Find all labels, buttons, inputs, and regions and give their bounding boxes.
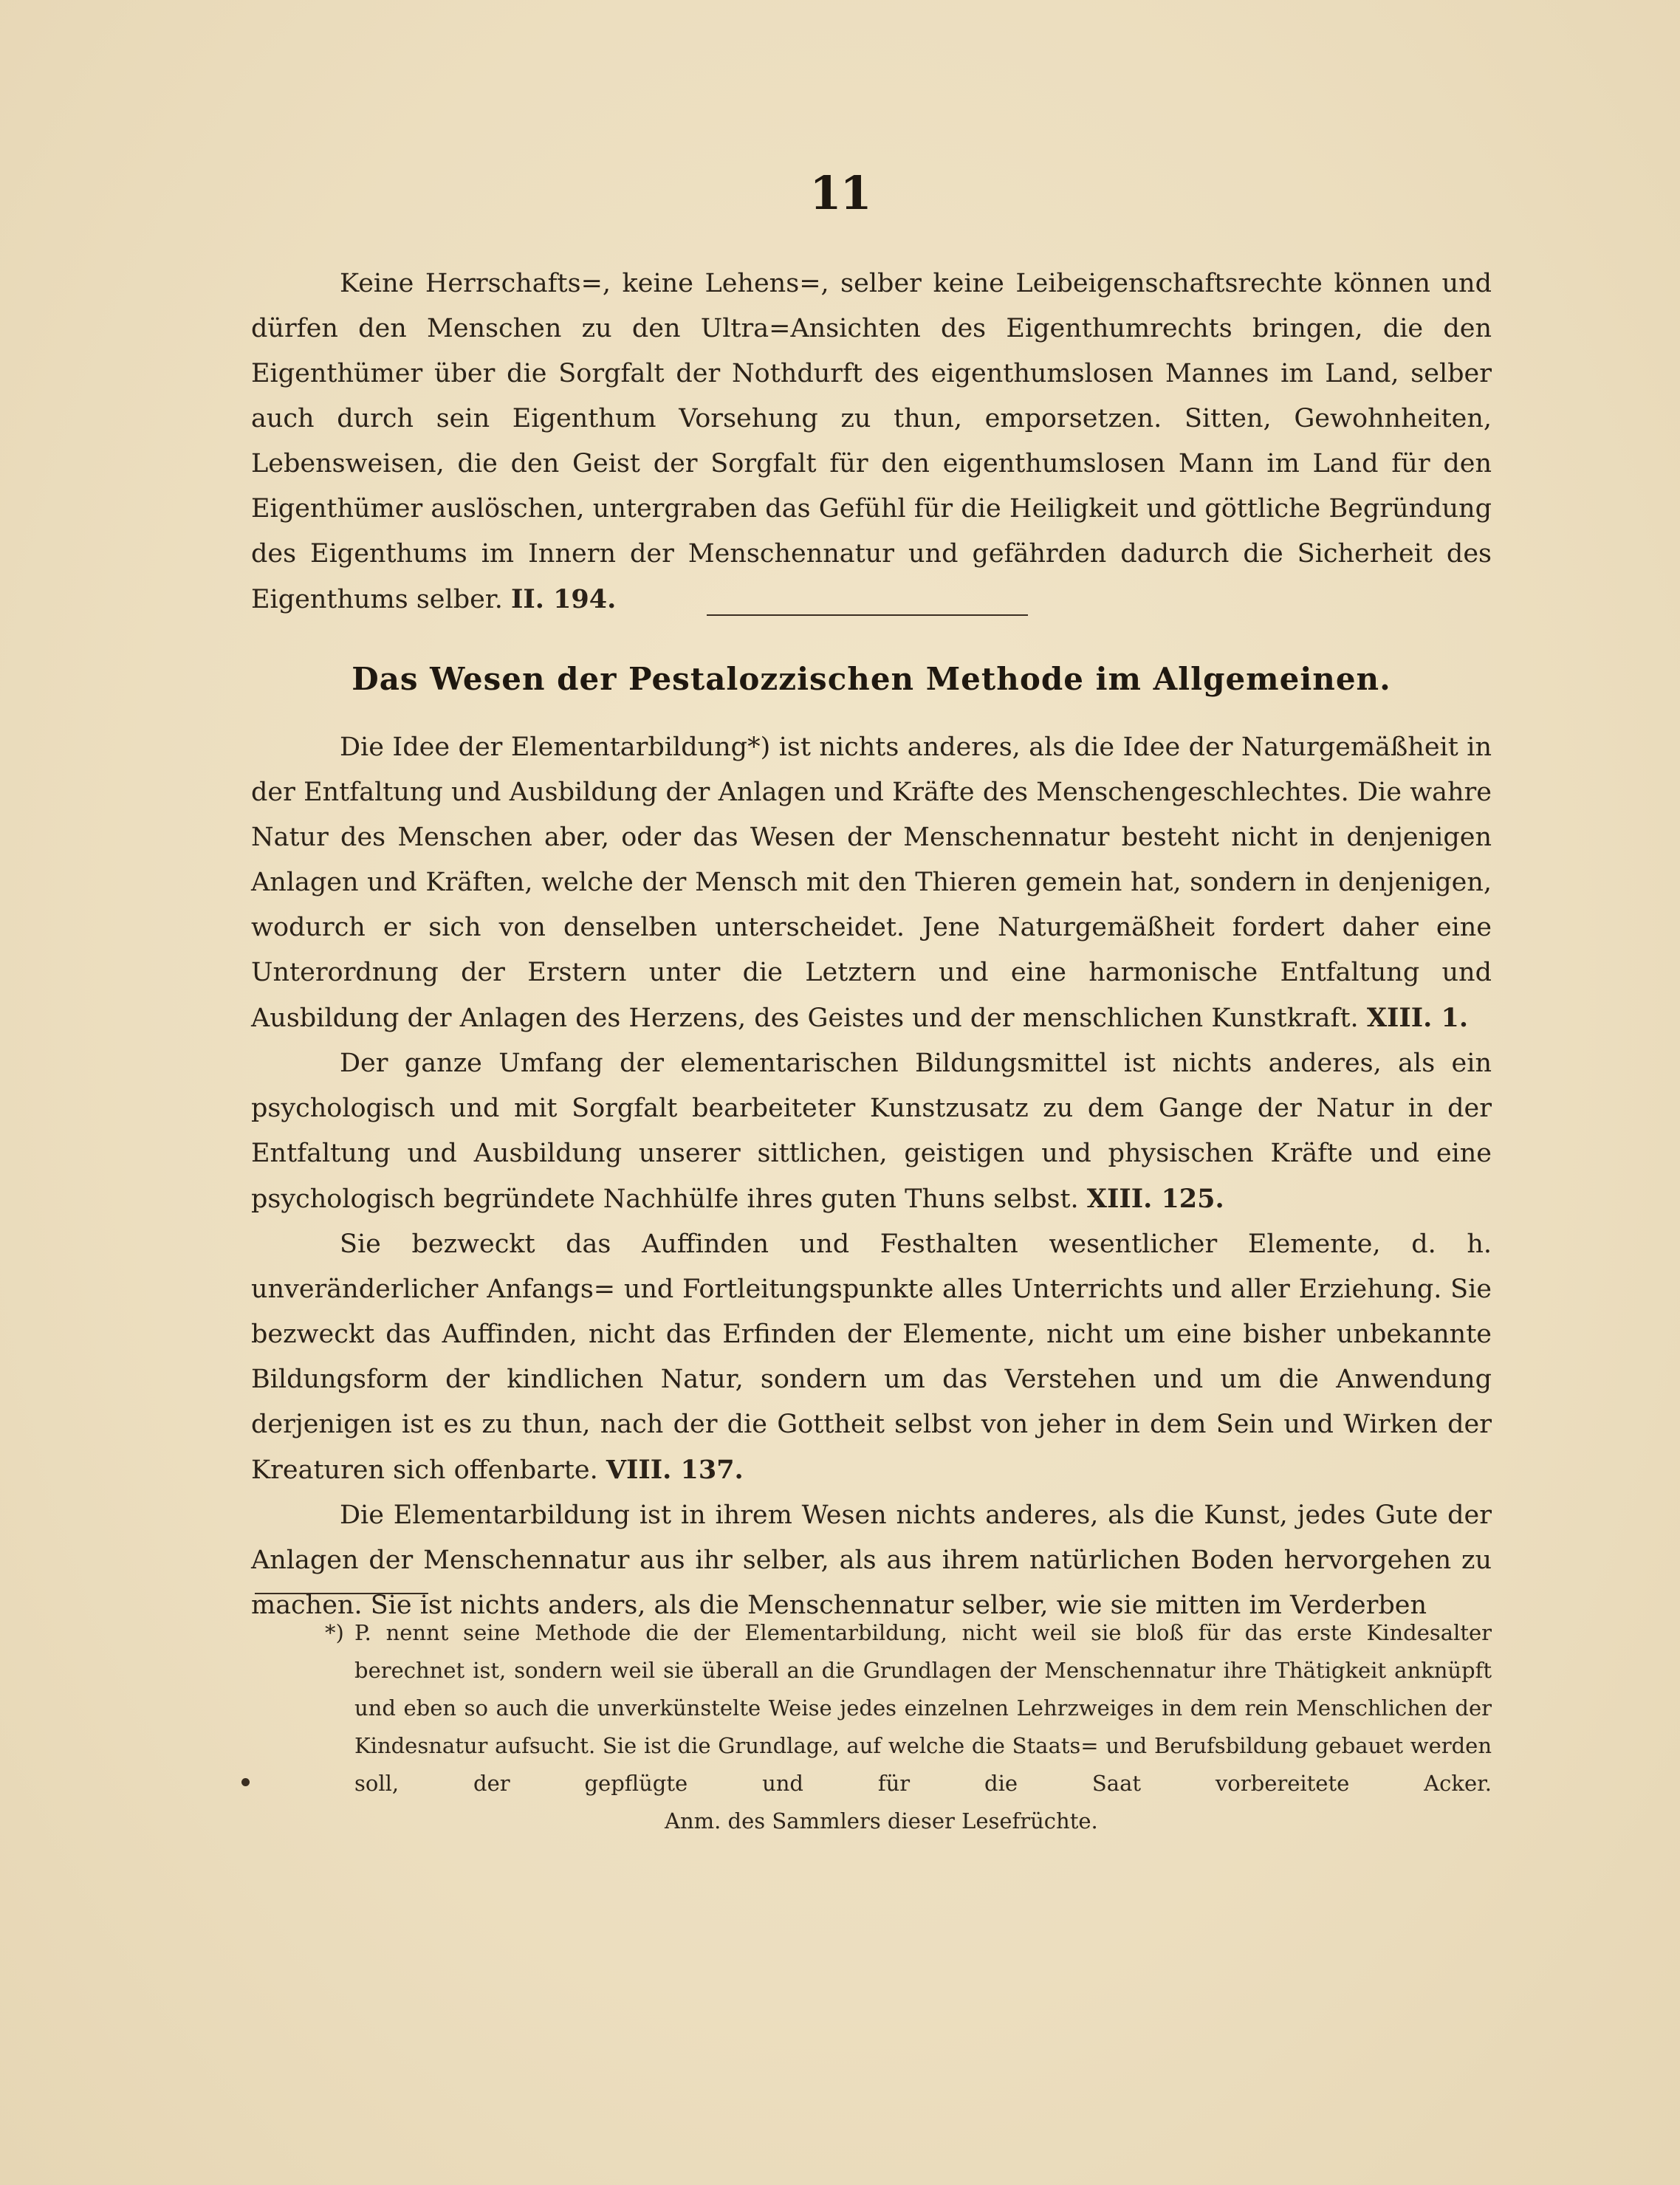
paragraph xyxy=(251,1493,1492,1628)
section-divider xyxy=(707,614,1028,616)
paragraph-text: Die Elementarbildung ist in ihrem Wesen nichts anderes, als die Kunst, jedes Gute der Anlagen der Menschennatur aus ihr selber, als aus ihrem natürlichen Boden hervorgehen zu machen. Sie ist nichts anders, als die Menschennatur selber, wie sie mitten im Verderben xyxy=(251,1500,1492,1620)
paragraph xyxy=(251,1222,1492,1493)
source-reference: VIII. 137. xyxy=(606,1455,744,1485)
footnote-divider xyxy=(255,1593,428,1594)
intro-paragraph xyxy=(251,261,1492,622)
section-title: Das Wesen der Pestalozzischen Methode im Allgemeinen. xyxy=(352,661,1391,697)
footnote-signature: Anm. des Sammlers dieser Lesefrüchte. xyxy=(665,1808,1098,1834)
paragraph xyxy=(251,1041,1492,1222)
footnote xyxy=(325,1614,1492,1840)
source-reference: XIII. 1. xyxy=(1366,1003,1469,1033)
paragraph-text: Der ganze Umfang der elementarischen Bildungsmittel ist nichts anderes, als ein psychologisch und mit Sorgfalt bearbeiteter Kunstzusatz zu dem Gange der Natur in der Entfaltung und Ausbildung unserer sittlichen, geistigen und physischen Kräfte und eine psychologisch begründete Nachhülfe ihres guten Thuns selbst. xyxy=(251,1049,1492,1214)
source-reference: II. 194. xyxy=(510,584,617,614)
footnote-marker: *) xyxy=(325,1620,344,1645)
footnote-text: P. nennt seine Methode die der Elementarbildung, nicht weil sie bloß für das erste Kindesalter berechnet ist, sondern weil sie überall an die Grundlagen der Menschennatur ihre Thätigkeit anknüpft und eben so auch die unverkünstelte Weise jedes einzelnen Lehrzweiges in dem rein Menschlichen der Kindesnatur aufsucht. Sie ist die Grundlage, auf welche die Staats= und Berufsbildung gebauet werden soll, der gepflügte und für die Saat vorbereitete Acker. xyxy=(354,1620,1492,1796)
paragraph-text: Keine Herrschafts=, keine Lehens=, selber keine Leibeigenschaftsrechte können und dürfen den Menschen zu den Ultra=Ansichten des Eigenthumrechts bringen, die den Eigenthümer über die Sorgfalt der Nothdurft des eigenthumslosen Mannes im Land, selber auch durch sein Eigenthum Vorsehung zu thun, emporsetzen. Sitten, Gewohnheiten, Lebensweisen, die den Geist der Sorgfalt für den eigenthumslosen Mann im Land für den Eigenthümer auslöschen, untergraben das Gefühl für die Heiligkeit und göttliche Begründung des Eigenthums im Innern der Menschennatur und gefährden dadurch die Sicherheit des Eigenthums selber. xyxy=(251,269,1492,614)
source-reference: XIII. 125. xyxy=(1086,1184,1224,1214)
ink-spot xyxy=(241,1778,250,1786)
paragraph-text: Sie bezweckt das Auffinden und Festhalten wesentlicher Elemente, d. h. unveränderlicher Anfangs= und Fortleitungspunkte alles Unterrichts und aller Erziehung. Sie bezweckt das Auffinden, nicht das Erfinden der Elemente, nicht um eine bisher unbekannte Bildungsform der kindlichen Natur, sondern um das Verstehen und um die Anwendung derjenigen ist es zu thun, nach der die Gottheit selbst von jeher in dem Sein und Wirken der Kreaturen sich offenbarte. xyxy=(251,1229,1492,1485)
paragraph-text: Die Idee der Elementarbildung*) ist nichts anderes, als die Idee der Naturgemäßheit in der Entfaltung und Ausbildung der Anlagen und Kräfte des Menschengeschlechtes. Die wahre Natur des Menschen aber, oder das Wesen der Menschennatur besteht nicht in denjenigen Anlagen und Kräften, welche der Mensch mit den Thieren gemein hat, sondern in denjenigen, wodurch er sich von denselben unterscheidet. Jene Naturgemäßheit fordert daher eine Unterordnung der Erstern unter die Letztern und eine harmonische Entfaltung und Ausbildung der Anlagen des Herzens, des Geistes und der menschlichen Kunstkraft. xyxy=(251,733,1492,1033)
page-number: 11 xyxy=(809,166,871,220)
intro-block xyxy=(251,261,1492,622)
paragraph xyxy=(251,725,1492,1041)
main-text xyxy=(251,725,1492,1628)
